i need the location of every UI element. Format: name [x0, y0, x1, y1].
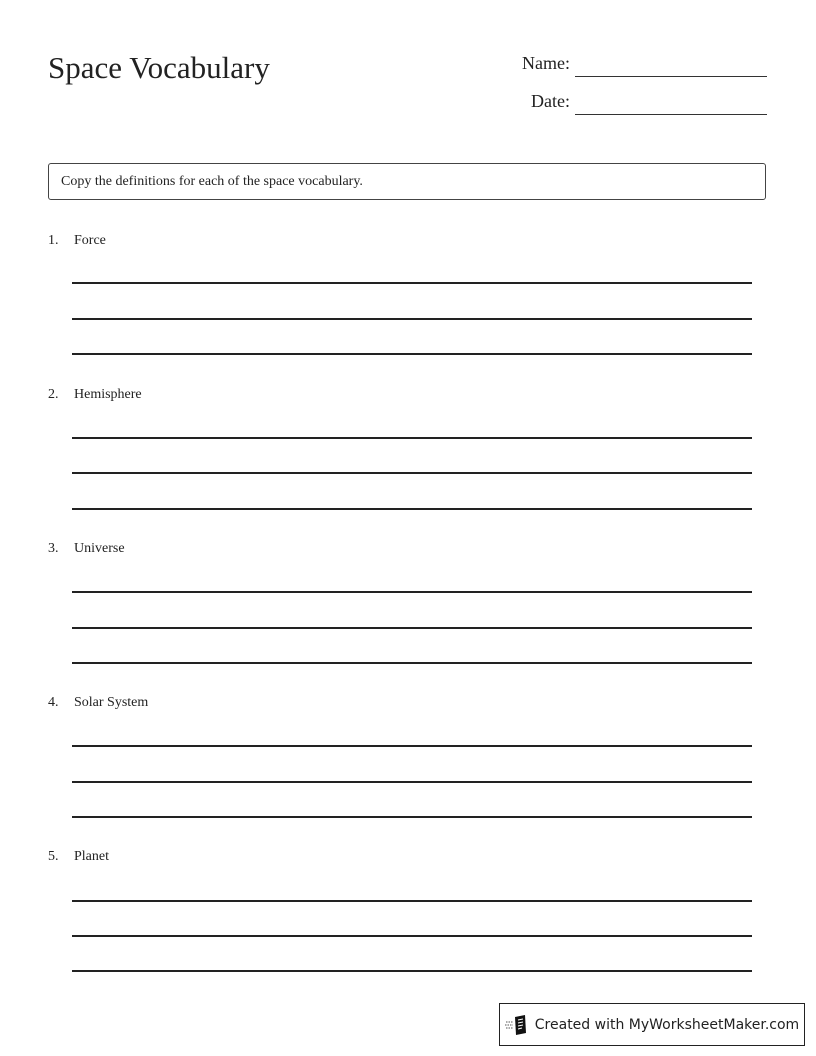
instructions-box: Copy the definitions for each of the space vocabulary. [48, 163, 766, 200]
answer-line[interactable] [72, 970, 752, 972]
answer-line[interactable] [72, 472, 752, 474]
question-term: Hemisphere [74, 387, 142, 402]
answer-line[interactable] [72, 745, 752, 747]
date-field [430, 91, 570, 115]
answer-line[interactable] [72, 935, 752, 937]
question-number: 4. [48, 695, 59, 710]
question-number: 1. [48, 233, 59, 248]
question-number: 5. [48, 849, 59, 864]
name-field [430, 53, 570, 77]
answer-line[interactable] [72, 662, 752, 664]
worksheet-maker-logo-icon [505, 1014, 529, 1036]
answer-line[interactable] [72, 282, 752, 284]
answer-line[interactable] [72, 900, 752, 902]
name-input-line[interactable] [575, 76, 767, 77]
answer-line[interactable] [72, 318, 752, 320]
question-number: 3. [48, 541, 59, 556]
question-term: Planet [74, 849, 109, 864]
answer-line[interactable] [72, 508, 752, 510]
footer-text: Created with MyWorksheetMaker.com [534, 1016, 800, 1033]
footer-credit[interactable] [499, 1003, 805, 1046]
date-label: Date: [531, 91, 570, 111]
question-term: Force [74, 233, 106, 248]
answer-line[interactable] [72, 591, 752, 593]
name-label: Name: [522, 53, 570, 73]
answer-line[interactable] [72, 627, 752, 629]
question-term: Universe [74, 541, 125, 556]
answer-line[interactable] [72, 781, 752, 783]
answer-line[interactable] [72, 353, 752, 355]
question-number: 2. [48, 387, 59, 402]
question-item [48, 849, 768, 974]
question-item [48, 695, 768, 820]
question-term: Solar System [74, 695, 149, 710]
question-item [48, 387, 768, 512]
answer-line[interactable] [72, 816, 752, 818]
answer-line[interactable] [72, 437, 752, 439]
page-title: Space Vocabulary [48, 50, 270, 85]
question-item [48, 541, 768, 666]
question-item [48, 233, 768, 358]
date-input-line[interactable] [575, 114, 767, 115]
